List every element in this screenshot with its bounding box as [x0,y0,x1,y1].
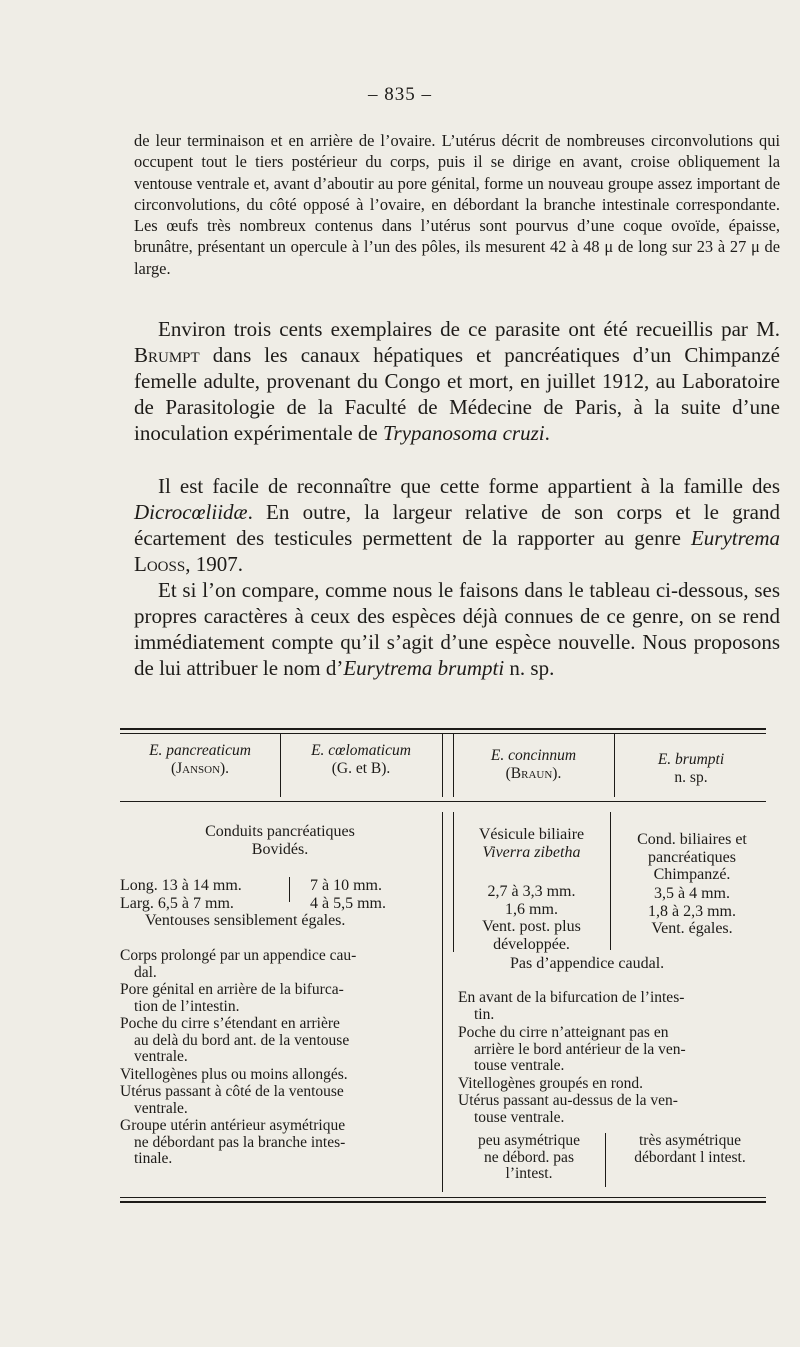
trait [120,1084,438,1117]
column-divider [614,734,615,797]
trait-line: tinale. [134,1150,173,1167]
trait-line: Vitellogènes plus ou moins allongés. [120,1065,348,1083]
measure-text: 1,8 à 2,3 mm. [648,902,736,920]
species-name: Eurytrema brumpti [343,656,505,681]
host-text: Bovidés. [251,840,309,858]
page-number: – 835 – [368,84,432,105]
trait [120,1016,438,1066]
measure-text: 4 à 5,5 mm. [310,894,386,912]
measure-text: Larg. 6,5 à 7 mm. [120,894,234,912]
header-coelomaticum [282,742,440,777]
uterine-concinnum [455,1133,603,1183]
trait-line: ventrale. [134,1099,188,1117]
measure-text: Long. 13 à 14 mm. [120,877,242,894]
trait-line: touse ventrale. [474,1108,565,1126]
paragraph-text: dans les canaux hépatiques et pancréatiques d’un Chimpanzé femelle adulte, provenant du Congo et mort, en juillet 1912, au Laboratoire de Parasitologie de la Faculté de Médecine de Paris, à la suite d’une inoculation expérimentale de [134,343,780,446]
trait [120,948,438,981]
header-species: E. concinnum [490,747,577,764]
trait-line: arrière le bord antérieur de la ven- [474,1040,686,1058]
host-pancreatic-ducts [160,823,400,858]
host-concinnum [455,826,608,861]
table-top-rule-thin [120,733,766,734]
trait-line: ventrale. [134,1048,188,1065]
measure-text: Vent. post. plus [482,918,581,935]
header-brumpti [616,751,766,786]
trait [458,1025,770,1075]
author-name: Brumpt [134,343,200,368]
trait-line: Corps prolongé par un appendice cau- [120,947,357,964]
column-divider [605,1133,606,1187]
measurements-pancreaticum [120,877,242,912]
trait-line: dal. [134,963,157,981]
column-divider [610,812,611,950]
no-caudal-appendix: Pas d’appendice caudal. [510,955,665,972]
header-species: E. brumpti [657,751,725,768]
paragraph-family [134,473,780,577]
trait-line: Vitellogènes groupés en rond. [458,1074,644,1092]
suckers-left: Ventouses sensiblement égales. [145,912,346,929]
trait-line: débordant l intest. [634,1148,746,1166]
species-name: Trypanosoma cruzi [383,421,545,446]
paragraph-text: Environ trois cents exemplaires de ce parasite ont été recueillis par M. [158,317,780,341]
header-authority: n. sp. [674,768,708,786]
header-pancreaticum [122,742,278,777]
trait-line: l’intest. [505,1165,553,1182]
column-divider [280,734,281,797]
host-brumpti [612,831,772,884]
table-bottom-rule [120,1201,766,1203]
column-divider [453,734,454,797]
trait [120,1118,438,1168]
column-divider [289,877,290,902]
trait-line: Poche du cirre n’atteignant pas en [458,1024,669,1041]
trait-line: Pore génital en arrière de la bifurca- [120,981,344,998]
host-text: Chimpanzé. [653,866,731,883]
trait-line: tin. [474,1005,495,1023]
column-divider [442,734,443,797]
header-authority: (G. et B). [331,759,391,777]
measure-text: développée. [493,935,570,953]
column-divider [453,812,454,952]
paragraph-text: . [544,421,550,446]
table-bottom-rule-thin [120,1197,766,1198]
family-name: Dicrocœliidæ [134,500,248,525]
author-name: Looss [134,552,186,577]
trait [120,982,438,1015]
trait-line: Utérus passant à côté de la ventouse [120,1083,344,1100]
measurements-brumpti [612,885,772,938]
uterine-brumpti [608,1133,772,1166]
trait-line: ne débordant pas la branche intes- [134,1133,346,1151]
trait-line: peu asymétrique [477,1132,580,1149]
header-authority: (Janson). [170,759,230,777]
paragraph-text: . En outre, la largeur relative de son corps et le grand écartement des testicules permettent de la rapporter au genre [134,500,780,551]
paragraph-text: Il est facile de reconnaître que cette forme appartient à la famille des [158,474,780,498]
measure-text: 1,6 mm. [505,900,558,918]
header-authority: (Braun). [505,764,562,782]
measure-text: 3,5 à 4 mm. [654,885,730,902]
trait-line: au delà du bord ant. de la ventouse [134,1031,350,1049]
host-species: Viverra zibetha [482,843,581,861]
measure-text: Vent. égales. [651,920,733,937]
measure-text: 2,7 à 3,3 mm. [487,883,576,900]
trait-line: tion de l’intestin. [134,997,240,1015]
measure-text: 7 à 10 mm. [310,877,382,894]
traits-right [458,990,770,1126]
paragraph-specimens [134,316,780,446]
paragraph-new-species [134,577,780,681]
column-divider [442,812,443,1192]
paragraph-text: n. sp. [504,656,555,681]
genus-name: Eurytrema [690,526,780,551]
host-text: pancréatiques [648,848,736,866]
trait-line: ne débord. pas [484,1148,574,1166]
trait [120,1067,438,1084]
intro-paragraph: de leur terminaison et en arrière de l’ovaire. L’utérus décrit de nombreuses circonvolutions qui occupent tout le tiers postérieur du corps, puis il se dirige en avant, croise obliquement la ventouse ventrale et, avant d’aboutir au pore génital, forme un nouveau groupe assez important de circonvolutions, du côté opposé à l’ovaire, en débordant la branche intestinale correspondante. Les œufs très nombreux contenus dans l’utérus sont pourvus d’une coque ovoïde, épaisse, brunâtre, présentant un opercule à l’un des pôles, ils mesurent 42 à 48 μ de long sur 23 à 27 μ de large. [134,131,780,278]
header-rule [120,801,766,802]
trait-line: très asymétrique [638,1132,741,1149]
host-text: Cond. biliaires et [637,831,747,848]
paragraph-text: , 1907. [185,552,243,577]
trait [458,990,770,1023]
header-species: E. pancreaticum [149,742,251,759]
measurements-concinnum [455,883,608,953]
host-text: Conduits pancréatiques [205,823,355,840]
trait-line: En avant de la bifurcation de l’intes- [458,989,685,1006]
paragraph-text: Et si l’on compare, comme nous le faisons dans le tableau ci-dessous, ses propres caractères à ceux des espèces déjà connues de ce genre, on se rend immédiatement compte qu’il s’agit d’une espèce nouvelle. Nous proposons de lui attribuer le nom d’ [134,578,780,681]
table-top-rule [120,728,766,730]
host-text: Vésicule biliaire [478,826,585,843]
traits-left [120,948,438,1168]
trait [458,1076,770,1093]
trait-line: touse ventrale. [474,1057,565,1074]
header-species: E. cœlomaticum [311,742,411,759]
trait-line: Utérus passant au-dessus de la ven- [458,1092,678,1109]
trait-line: Groupe utérin antérieur asymétrique [120,1117,346,1134]
header-concinnum [455,747,612,782]
trait [458,1093,770,1126]
measurements-coelomaticum [310,877,386,912]
trait-line: Poche du cirre s’étendant en arrière [120,1015,340,1032]
